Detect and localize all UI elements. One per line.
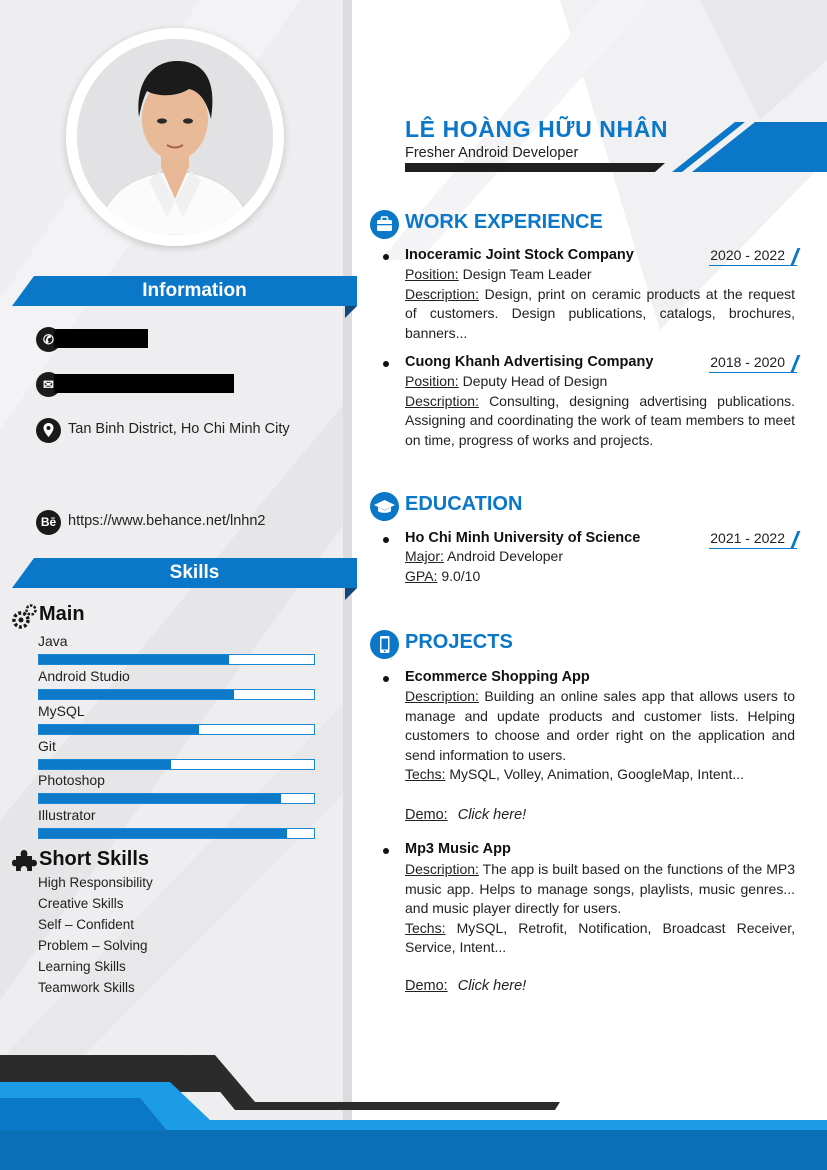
information-heading: Information bbox=[142, 280, 247, 301]
work-entry bbox=[383, 354, 797, 454]
avatar bbox=[77, 39, 273, 235]
skill-bar bbox=[38, 759, 315, 770]
skill-bar-fill bbox=[39, 725, 199, 734]
techs-value: MySQL, Retrofit, Notification, Broadcast Receiver, Service, Intent... bbox=[405, 919, 795, 955]
skill-android-studio bbox=[38, 667, 315, 700]
graduation-cap-icon bbox=[370, 492, 399, 521]
demo-label: Demo: bbox=[405, 978, 448, 994]
bullet bbox=[383, 676, 389, 682]
short-skill: Problem – Solving bbox=[38, 938, 148, 953]
techs-value: MySQL, Volley, Animation, GoogleMap, Intent... bbox=[449, 766, 745, 782]
position-value: Design Team Leader bbox=[462, 266, 592, 282]
skill-bar-fill bbox=[39, 690, 234, 699]
date-range bbox=[709, 354, 797, 373]
puzzle-icon bbox=[12, 847, 38, 873]
position-label: Position: bbox=[405, 266, 459, 282]
project-entry bbox=[383, 841, 797, 1001]
bullet bbox=[383, 254, 389, 260]
techs-label: Techs: bbox=[405, 919, 446, 936]
phone-device-icon bbox=[370, 630, 399, 659]
profile-photo bbox=[77, 39, 273, 235]
description-label: Description: bbox=[405, 688, 479, 704]
candidate-name: LÊ HOÀNG HỮU NHÂN bbox=[405, 116, 669, 142]
description-text: The app is built based on the functions of the MP3 music app. Helps to manage songs, playlists, music genres... and music player directly for users. bbox=[405, 861, 796, 916]
skill-bar bbox=[38, 828, 315, 839]
behance-icon: Bē bbox=[36, 510, 61, 535]
date-text: 2020 - 2022 bbox=[710, 247, 785, 263]
redacted-email bbox=[54, 374, 234, 393]
projects-title: PROJECTS bbox=[405, 631, 513, 653]
work-entry bbox=[383, 247, 797, 347]
demo-row bbox=[405, 807, 526, 823]
position-label: Position: bbox=[405, 373, 459, 389]
description-text: Design, print on ceramic products at the request of customers. Design publications, catalogs, brochures, banners... bbox=[405, 285, 796, 341]
gears-icon bbox=[10, 603, 38, 631]
behance-link[interactable]: https://www.behance.net/lnhn2 bbox=[68, 513, 266, 529]
project-name: Ecommerce Shopping App bbox=[405, 669, 590, 685]
description-text: Consulting, designing advertising publications. Assigning and coordinating the work of team members to meet on time, progress of works and projects. bbox=[405, 392, 795, 448]
description-text: Building an online sales app that allows users to manage and update products and customer lists. Helping customers to choose and order right on the application and send information to users. bbox=[405, 688, 796, 763]
skill-bar bbox=[38, 654, 315, 665]
candidate-title: Fresher Android Developer bbox=[405, 145, 579, 161]
entry-body bbox=[405, 860, 795, 958]
skill-bar bbox=[38, 793, 315, 804]
company-name: Cuong Khanh Advertising Company bbox=[405, 354, 654, 370]
skill-illustrator bbox=[38, 806, 315, 839]
sidebar bbox=[0, 0, 347, 1170]
short-skills-list bbox=[38, 872, 153, 998]
skill-photoshop bbox=[38, 771, 315, 804]
demo-label: Demo: bbox=[405, 807, 448, 823]
short-skill: Self – Confident bbox=[38, 917, 135, 932]
contact-phone bbox=[36, 327, 148, 353]
skills-banner bbox=[12, 558, 357, 590]
short-skill: Teamwork Skills bbox=[38, 980, 135, 995]
skill-label: Java bbox=[38, 633, 68, 649]
skill-label: Android Studio bbox=[38, 668, 130, 684]
skill-mysql bbox=[38, 702, 315, 735]
major-label: Major: bbox=[405, 548, 444, 564]
short-skill: Creative Skills bbox=[38, 896, 124, 911]
briefcase-icon bbox=[370, 210, 399, 239]
entry-body bbox=[405, 372, 795, 450]
skill-bar-fill bbox=[39, 760, 171, 769]
skill-bar-fill bbox=[39, 655, 229, 664]
contact-behance[interactable] bbox=[36, 510, 336, 536]
demo-row bbox=[405, 978, 526, 994]
location-icon bbox=[36, 418, 61, 443]
information-banner bbox=[12, 276, 357, 308]
phone-icon: ✆ bbox=[36, 327, 61, 352]
demo-link[interactable]: Click here! bbox=[457, 807, 527, 823]
bullet bbox=[383, 537, 389, 543]
skill-java bbox=[38, 632, 315, 665]
description-label: Description: bbox=[405, 861, 479, 877]
gpa-value: 9.0/10 bbox=[441, 567, 481, 584]
bullet bbox=[383, 848, 389, 854]
skill-bar-fill bbox=[39, 794, 281, 803]
education-title: EDUCATION bbox=[405, 493, 523, 515]
skill-label: MySQL bbox=[38, 703, 85, 719]
entry-body bbox=[405, 265, 795, 343]
work-heading: WORK EXPERIENCE bbox=[405, 211, 603, 233]
position-value: Deputy Head of Design bbox=[462, 373, 608, 389]
location-text: Tan Binh District, Ho Chi Minh City bbox=[68, 421, 290, 437]
project-entry bbox=[383, 669, 797, 829]
gpa-label: GPA: bbox=[405, 567, 438, 584]
description-label: Description: bbox=[405, 392, 479, 409]
demo-link[interactable]: Click here! bbox=[457, 978, 527, 994]
avatar-frame bbox=[66, 28, 284, 246]
contact-email bbox=[36, 372, 236, 398]
skill-bar bbox=[38, 724, 315, 735]
skill-bar bbox=[38, 689, 315, 700]
entry-body bbox=[405, 687, 795, 785]
skills-heading: Skills bbox=[169, 562, 220, 583]
skill-git bbox=[38, 737, 315, 770]
skill-label: Illustrator bbox=[38, 807, 96, 823]
short-skill: High Responsibility bbox=[38, 875, 153, 890]
description-label: Description: bbox=[405, 285, 479, 302]
date-text: 2021 - 2022 bbox=[710, 530, 785, 546]
skill-bar-fill bbox=[39, 829, 287, 838]
date-text: 2018 - 2020 bbox=[710, 354, 785, 370]
company-name: Inoceramic Joint Stock Company bbox=[405, 247, 634, 263]
short-skills-title: Short Skills bbox=[39, 848, 150, 870]
education-entry bbox=[383, 530, 797, 590]
major-value: Android Developer bbox=[447, 548, 563, 564]
email-icon: ✉ bbox=[36, 372, 61, 397]
skill-label: Git bbox=[38, 738, 56, 754]
techs-label: Techs: bbox=[405, 766, 446, 782]
bullet bbox=[383, 361, 389, 367]
project-name: Mp3 Music App bbox=[405, 841, 511, 857]
redacted-phone bbox=[54, 329, 148, 348]
skill-label: Photoshop bbox=[38, 772, 105, 788]
short-skill: Learning Skills bbox=[38, 959, 126, 974]
entry-body bbox=[405, 547, 795, 586]
main-heading: Main bbox=[39, 603, 85, 625]
school-name: Ho Chi Minh University of Science bbox=[405, 530, 641, 546]
contact-location bbox=[36, 418, 336, 444]
date-range bbox=[709, 247, 797, 266]
